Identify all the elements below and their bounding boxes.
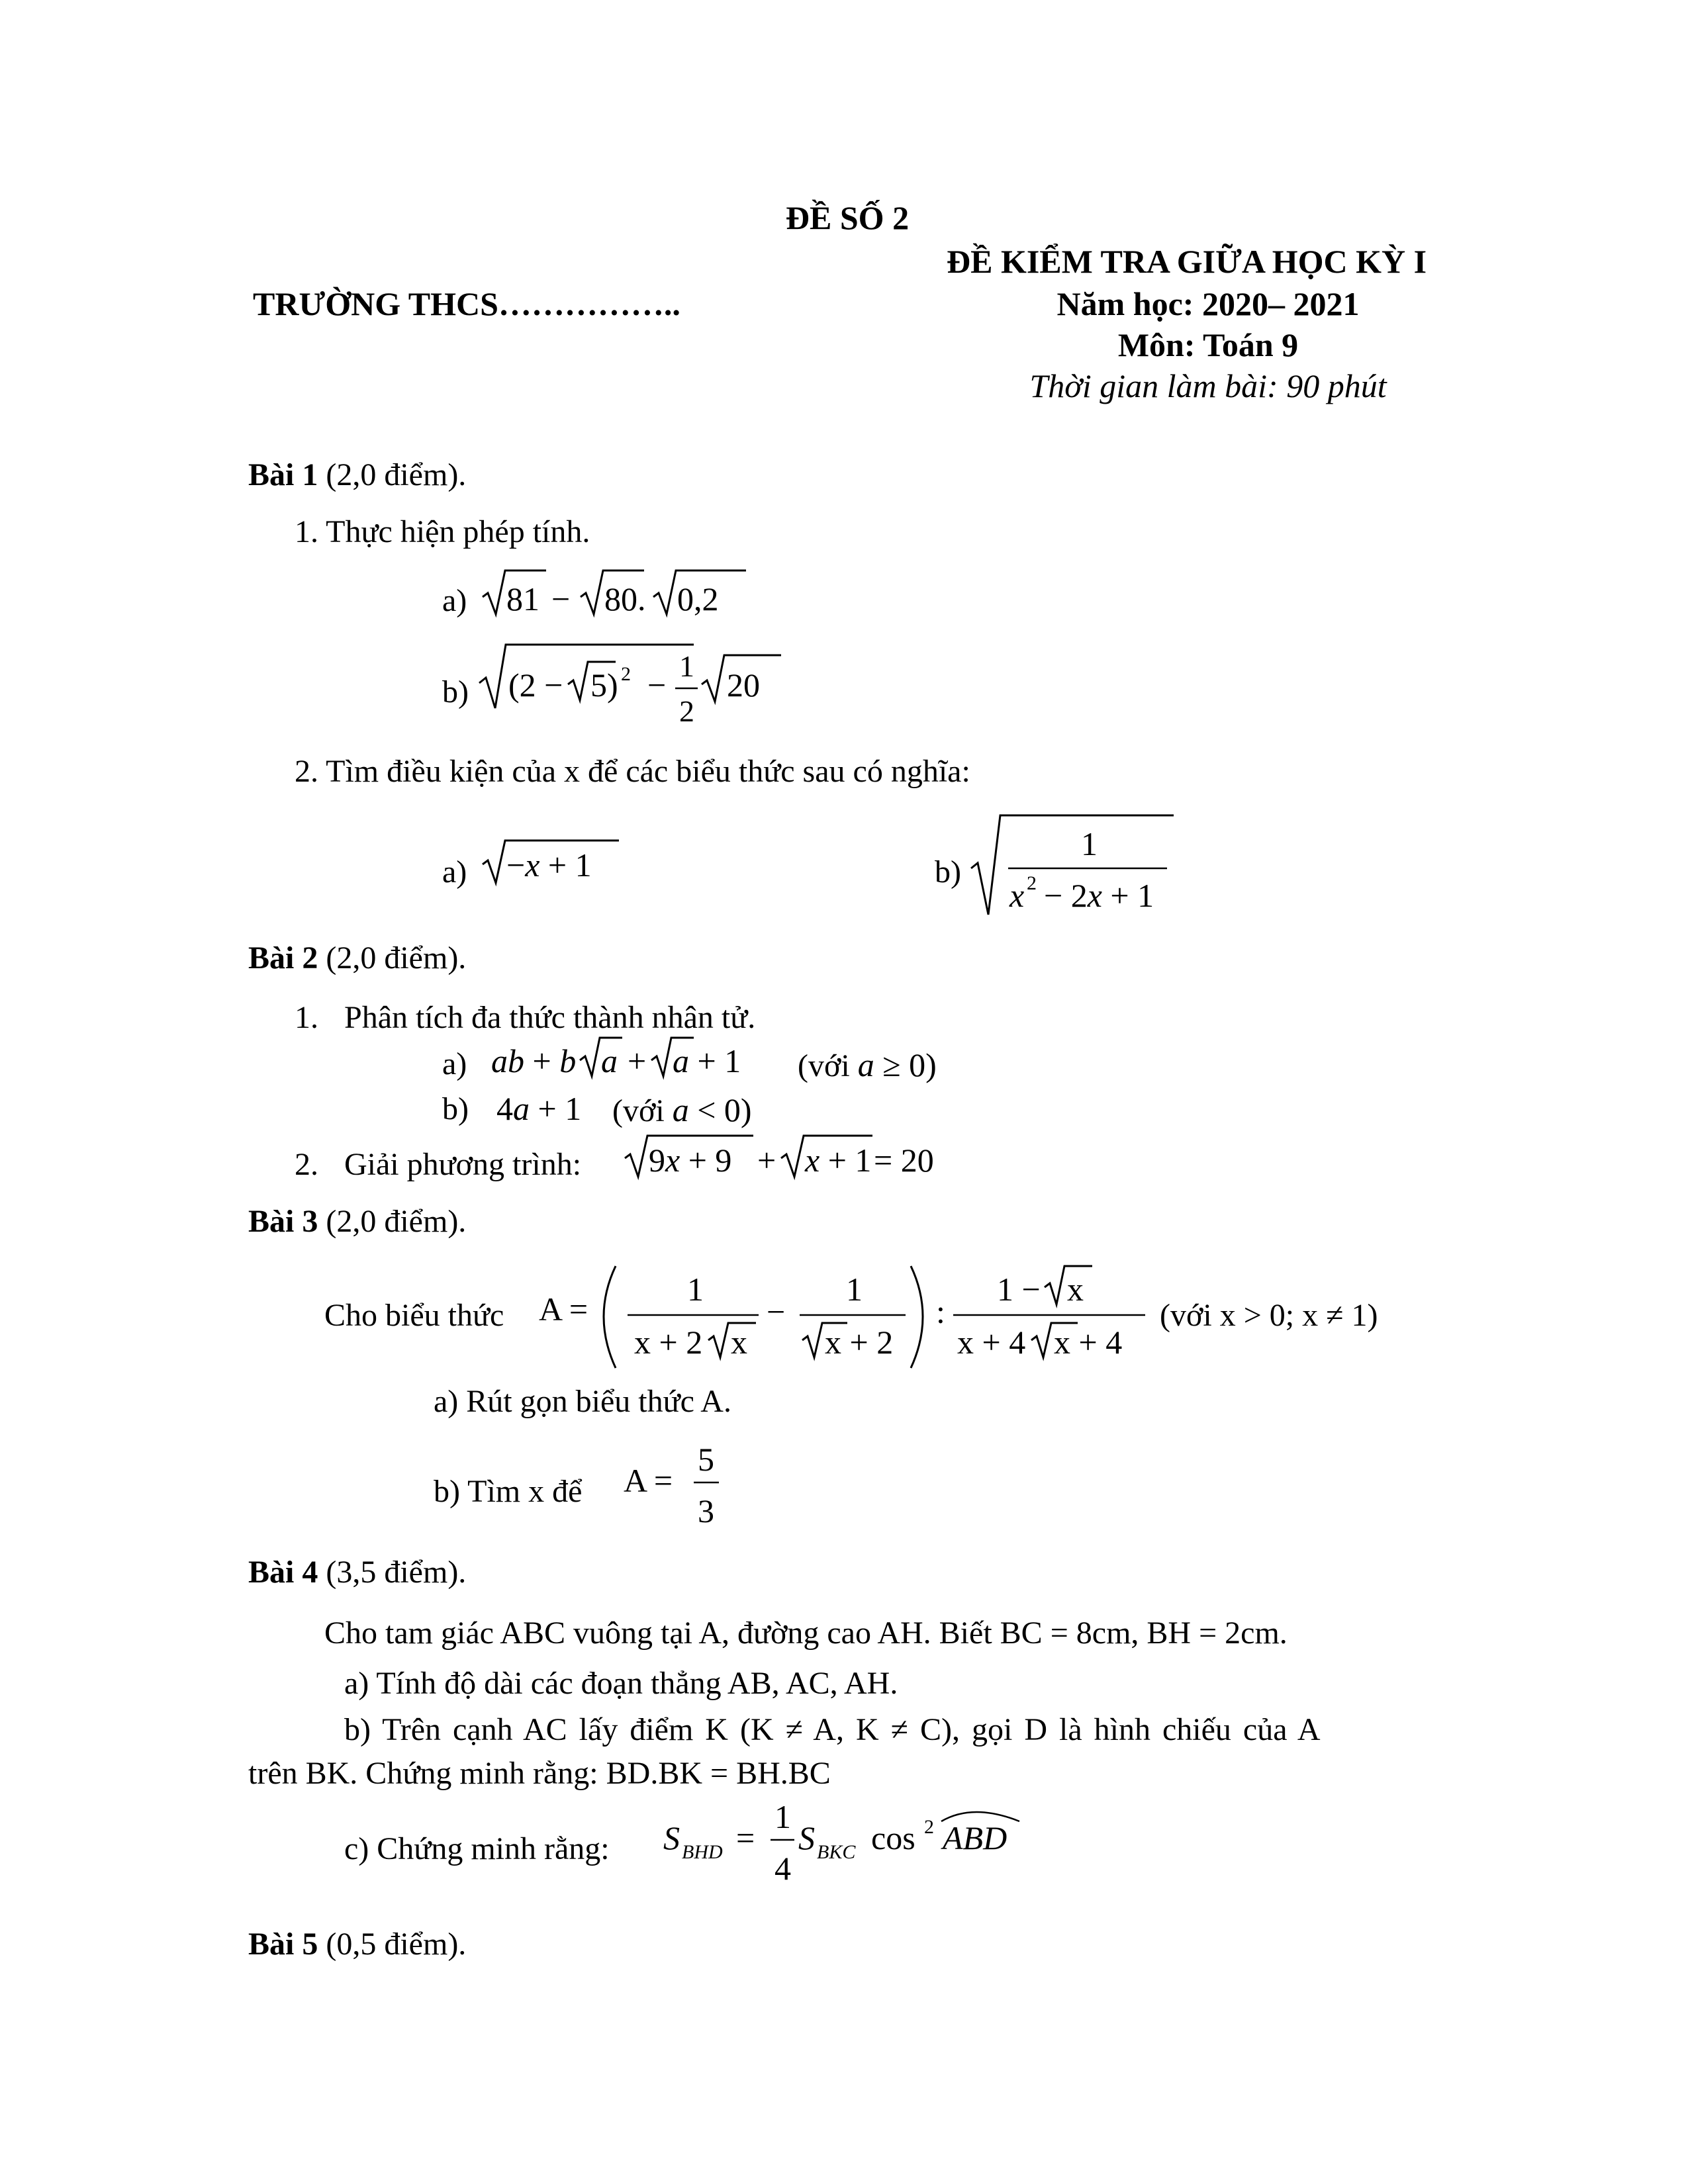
svg-text:cos: cos: [871, 1819, 915, 1856]
svg-text:2: 2: [924, 1816, 934, 1838]
svg-text:x: x: [1009, 877, 1025, 914]
bai2-q1b-cond-text: (với: [612, 1093, 665, 1128]
bai2-q1a-condition: (với a ≥ 0): [798, 1046, 937, 1083]
svg-text:3: 3: [698, 1492, 714, 1529]
svg-text:1: 1: [679, 649, 694, 683]
svg-text:x: x: [1067, 1271, 1084, 1308]
svg-text:9x + 9: 9x + 9: [649, 1142, 732, 1179]
bai3-condition: (với x > 0; x ≠ 1): [1160, 1298, 1378, 1333]
svg-text:= 20: = 20: [874, 1142, 934, 1179]
svg-text:20: 20: [727, 666, 760, 704]
bai1-q2a-label: a): [442, 854, 467, 889]
svg-text:BKC: BKC: [817, 1841, 856, 1863]
bai3-qa: a) Rút gọn biểu thức A.: [434, 1384, 731, 1419]
svg-text:x + 1: x + 1: [805, 1142, 872, 1179]
exam-title: ĐỀ KIỂM TRA GIỮA HỌC KỲ I: [947, 243, 1427, 280]
bai2-q2-equation: [622, 1130, 973, 1183]
bai1-heading: [248, 457, 466, 493]
svg-text:x + 2: x + 2: [634, 1324, 703, 1361]
bai3-heading: [248, 1203, 466, 1240]
svg-text:2: 2: [621, 663, 631, 685]
bai1-q1b-label: b): [442, 674, 469, 709]
svg-text::: :: [936, 1293, 945, 1330]
bai2-q1a-cond-text: (với: [798, 1048, 850, 1083]
svg-text:ABD: ABD: [943, 1819, 1008, 1856]
svg-text:S: S: [663, 1819, 680, 1856]
bai2-q1a-expression: [490, 1032, 781, 1085]
bai1-q2b-label: b): [935, 854, 961, 889]
svg-text:x: x: [731, 1324, 747, 1361]
bai4-title: Bài 4: [248, 1555, 318, 1590]
bai5-title: Bài 5: [248, 1927, 318, 1962]
bai3-intro: Cho biểu thức: [324, 1298, 504, 1333]
bai1-title: Bài 1: [248, 457, 318, 492]
bai1-q2a-expression: [480, 835, 626, 888]
exam-number: ĐỀ SỐ 2: [785, 199, 910, 236]
school-year: Năm học: 2020– 2021: [1056, 285, 1360, 322]
bai1-q1a-expression: [480, 563, 758, 622]
bai3-qb-expression: [622, 1436, 728, 1535]
bai4-qb-line2: trên BK. Chứng minh rằng: BD.BK = BH.BC: [248, 1756, 831, 1791]
bai1-score: (2,0 điểm).: [318, 457, 467, 492]
bai5-score: (0,5 điểm).: [318, 1927, 467, 1962]
svg-text:5): 5): [590, 666, 618, 704]
bai4-qc-expression: [662, 1794, 1046, 1893]
bai4-qb-line1: b) Trên cạnh AC lấy điểm K (K ≠ A, K ≠ C), gọi D là hình chiếu của A: [344, 1712, 1321, 1747]
svg-text:−: −: [647, 666, 667, 704]
bai1-q1b-expression: [477, 635, 794, 735]
svg-text:1 −: 1 −: [997, 1271, 1041, 1308]
bai3-title: Bài 3: [248, 1204, 318, 1239]
bai4-score: (3,5 điểm).: [318, 1555, 467, 1590]
subject: Môn: Toán 9: [1117, 326, 1299, 363]
svg-text:a: a: [601, 1042, 618, 1079]
bai1-q2b-expression: [970, 807, 1182, 920]
svg-text:A =: A =: [539, 1291, 588, 1328]
bai2-score: (2,0 điểm).: [318, 940, 467, 976]
bai2-q2: Giải phương trình:: [344, 1147, 582, 1182]
svg-text:a + 1: a + 1: [673, 1042, 741, 1079]
bai4-intro: Cho tam giác ABC vuông tại A, đường cao AH. Biết BC = 8cm, BH = 2cm.: [324, 1615, 1288, 1651]
bai2-q1-num: 1.: [295, 1000, 318, 1035]
bai2-q1a-label: a): [442, 1046, 467, 1081]
bai3-qb: b) Tìm x để: [434, 1474, 583, 1509]
duration: Thời gian làm bài: 90 phút: [1029, 367, 1387, 404]
svg-text:−x + 1: −x + 1: [506, 846, 592, 884]
bai2-q1b-condition: (với a < 0): [612, 1091, 752, 1128]
bai2-q1: Phân tích đa thức thành nhân tử.: [344, 1000, 756, 1035]
bai2-heading: [248, 940, 466, 976]
svg-text:−: −: [767, 1293, 786, 1330]
svg-text:BHD: BHD: [682, 1841, 723, 1863]
bai1-q1: 1. Thực hiện phép tính.: [295, 514, 590, 549]
svg-text:2: 2: [1027, 872, 1037, 894]
bai3-expression-A: [536, 1254, 1152, 1380]
svg-text:x + 4: x + 4: [1054, 1324, 1123, 1361]
bai1-q1a-label: a): [442, 583, 467, 618]
bai5-heading: [248, 1926, 466, 1962]
svg-text:S: S: [798, 1819, 815, 1856]
svg-text:4: 4: [774, 1850, 791, 1887]
bai2-q1b-label: b): [442, 1091, 469, 1126]
svg-text:1: 1: [846, 1271, 863, 1308]
svg-text:x + 2: x + 2: [825, 1324, 894, 1361]
bai1-q2: 2. Tìm điều kiện của x để các biểu thức sau có nghĩa:: [295, 754, 970, 789]
svg-text:5: 5: [698, 1441, 714, 1478]
bai2-q2-num: 2.: [295, 1147, 318, 1182]
svg-text:1: 1: [687, 1271, 704, 1308]
svg-text:− 2x + 1: − 2x + 1: [1044, 877, 1154, 914]
svg-text:(2 −: (2 −: [508, 666, 563, 704]
svg-text:+: +: [628, 1042, 647, 1079]
bai4-qc: c) Chứng minh rằng:: [344, 1831, 610, 1866]
bai4-qa: a) Tính độ dài các đoạn thẳng AB, AC, AH.: [344, 1666, 898, 1701]
svg-text:=: =: [736, 1819, 755, 1856]
bai2-title: Bài 2: [248, 940, 318, 976]
svg-text:81: 81: [506, 580, 539, 617]
bai3-score: (2,0 điểm).: [318, 1204, 467, 1239]
svg-text:−: −: [551, 580, 571, 617]
svg-text:A =: A =: [624, 1462, 673, 1499]
svg-text:ab + b: ab + b: [491, 1042, 577, 1079]
svg-text:x + 4: x + 4: [957, 1324, 1026, 1361]
svg-text:80.: 80.: [604, 580, 646, 617]
school-name: TRƯỜNG THCS……………..: [253, 285, 680, 322]
svg-text:0,2: 0,2: [677, 580, 719, 617]
bai4-heading: [248, 1554, 466, 1590]
bai2-q1b-expression: 4a + 1: [496, 1090, 582, 1127]
svg-text:2: 2: [679, 694, 694, 728]
svg-text:1: 1: [774, 1798, 791, 1835]
svg-text:1: 1: [1081, 825, 1098, 862]
svg-text:+: +: [757, 1142, 776, 1179]
